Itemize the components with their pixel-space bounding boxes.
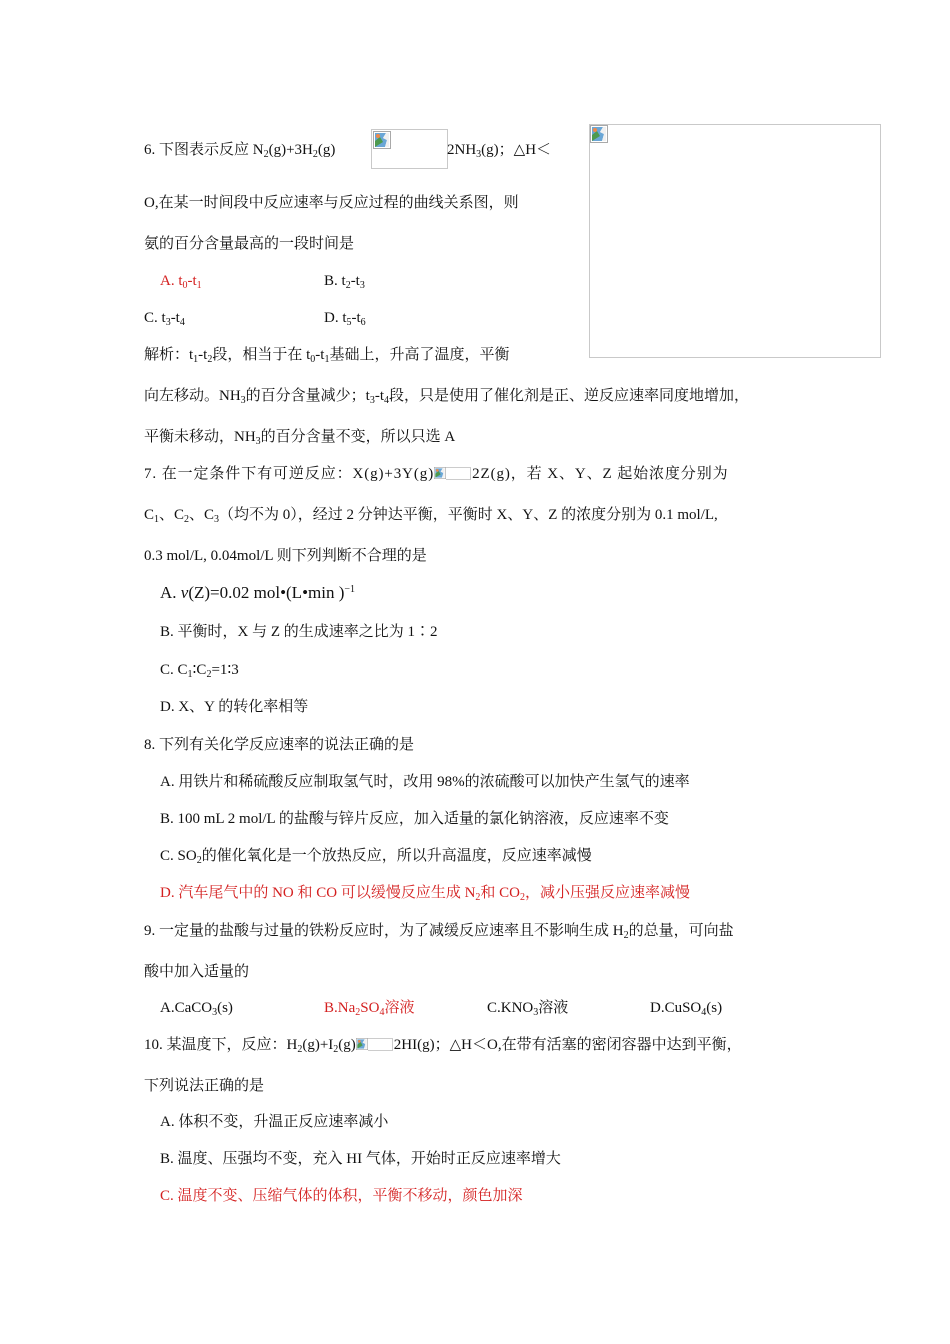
q6-text: 2NH bbox=[447, 142, 477, 158]
q7-text: （均不为 0），经过 2 分钟达平衡，平衡时 X、Y、Z 的浓度分别为 0.1 mol/L, bbox=[219, 507, 718, 523]
subscript: 3 bbox=[165, 317, 171, 328]
q10-text: (g) bbox=[338, 1037, 356, 1053]
option-text: -t bbox=[350, 273, 360, 289]
analysis-text: 解析：t bbox=[144, 347, 194, 363]
subscript: 2 bbox=[623, 930, 629, 941]
q9-text: 的总量，可向盐 bbox=[628, 923, 734, 939]
subscript: 4 bbox=[701, 1007, 707, 1018]
option-text: ，减小压强反应速率减慢 bbox=[525, 885, 691, 901]
option-text: A.CaCO bbox=[160, 1000, 213, 1016]
option-text: D.CuSO bbox=[650, 1000, 702, 1016]
q9-line2: 酸中加入适量的 bbox=[144, 964, 250, 980]
q7-option-b: B. 平衡时，X 与 Z 的生成速率之比为 1∶2 bbox=[160, 624, 438, 640]
subscript: 2 bbox=[207, 354, 213, 365]
subscript: 6 bbox=[360, 317, 366, 328]
q8-stem: 8. 下列有关化学反应速率的说法正确的是 bbox=[144, 737, 415, 753]
q6-analysis-line1 bbox=[144, 345, 509, 365]
analysis-text: 的百分含量不变，所以只选 A bbox=[260, 429, 456, 445]
option-text: C.KNO bbox=[487, 1000, 534, 1016]
subscript: 3 bbox=[214, 514, 220, 525]
option-text: ∶C bbox=[192, 662, 207, 678]
option-text: D. t bbox=[324, 310, 347, 326]
q6-analysis-line3 bbox=[144, 427, 455, 447]
q10-text: 10. 某温度下，反应：H bbox=[144, 1037, 298, 1053]
subscript: 2 bbox=[345, 280, 351, 291]
broken-image-icon bbox=[590, 125, 608, 143]
subscript: 3 bbox=[212, 1007, 218, 1018]
equilibrium-arrow-image bbox=[356, 1037, 394, 1051]
subscript: 3 bbox=[369, 395, 375, 406]
option-text: 溶液 bbox=[384, 1000, 415, 1016]
q6-option-b bbox=[324, 271, 365, 291]
q10-text: 2HI(g)；△H＜O,在带有活塞的密闭容器中达到平衡， bbox=[393, 1037, 742, 1053]
q10-option-b: B. 温度、压强均不变，充入 HI 气体，开始时正反应速率增大 bbox=[160, 1151, 561, 1167]
q7-line1 bbox=[144, 464, 729, 484]
subscript: 3 bbox=[359, 280, 365, 291]
q8-option-a: A. 用铁片和稀硫酸反应制取氢气时，改用 98%的浓硫酸可以加快产生氢气的速率 bbox=[160, 774, 690, 790]
option-text: 溶液 bbox=[538, 1000, 569, 1016]
equilibrium-arrow-image bbox=[434, 466, 472, 480]
option-text: -t bbox=[187, 273, 197, 289]
analysis-text: -t bbox=[374, 388, 385, 404]
subscript: 2 bbox=[312, 149, 318, 160]
analysis-text: 段，只是使用了催化剂是正、逆反应速率同度地增加， bbox=[389, 388, 750, 404]
subscript: 2 bbox=[475, 892, 481, 903]
option-text: (Z)=0.02 mol•(L•min ) bbox=[188, 583, 345, 602]
q8-option-b: B. 100 mL 2 mol/L 的盐酸与锌片反应，加入适量的氯化钠溶液，反应速率不变 bbox=[160, 811, 669, 827]
analysis-text: 段，相当于在 t bbox=[212, 347, 311, 363]
q6-option-a bbox=[160, 271, 202, 291]
subscript: 3 bbox=[533, 1007, 539, 1018]
option-text: (s) bbox=[217, 1000, 233, 1016]
option-text: A. bbox=[160, 583, 181, 602]
option-text: C. t bbox=[144, 310, 166, 326]
q6-line3: 氨的百分含量最高的一段时间是 bbox=[144, 236, 355, 252]
subscript: 2 bbox=[333, 1044, 339, 1055]
q6-line2: O,在某一时间段中反应速率与反应过程的曲线关系图，则 bbox=[144, 195, 519, 211]
q10-line1 bbox=[144, 1035, 742, 1055]
q6-text: (g)+3H bbox=[268, 142, 313, 158]
subscript: 1 bbox=[154, 514, 160, 525]
q7-line2 bbox=[144, 505, 718, 525]
equilibrium-arrow-image bbox=[371, 129, 448, 169]
subscript: 3 bbox=[476, 149, 482, 160]
broken-image-icon bbox=[434, 467, 446, 479]
subscript: 1 bbox=[324, 354, 330, 365]
q10-option-a: A. 体积不变，升温正反应速率减小 bbox=[160, 1114, 389, 1130]
option-text: -t bbox=[170, 310, 180, 326]
arrow-image-frame bbox=[446, 467, 471, 480]
q9-option-d bbox=[650, 998, 722, 1018]
option-text: (s) bbox=[706, 1000, 723, 1016]
q7-option-c bbox=[160, 660, 239, 680]
q7-option-d: D. X、Y 的转化率相等 bbox=[160, 699, 309, 715]
broken-image-icon bbox=[373, 131, 391, 149]
subscript: 4 bbox=[384, 395, 390, 406]
q8-option-c bbox=[160, 846, 592, 866]
option-text: 和 CO bbox=[480, 885, 521, 901]
analysis-text: -t bbox=[315, 347, 325, 363]
q10-option-c: C. 温度不变、压缩气体的体积，平衡不移动，颜色加深 bbox=[160, 1188, 523, 1204]
q6-text: (g)；△H＜ bbox=[481, 142, 552, 158]
subscript: 2 bbox=[263, 149, 269, 160]
q9-option-b bbox=[324, 998, 414, 1018]
q6-analysis-line2 bbox=[144, 386, 749, 406]
q9-option-a bbox=[160, 998, 233, 1018]
subscript: 1 bbox=[196, 280, 202, 291]
q8-option-d bbox=[160, 883, 690, 903]
option-text: D. 汽车尾气中的 NO 和 CO 可以缓慢反应生成 N bbox=[160, 885, 476, 901]
rate-process-graph-image bbox=[589, 124, 881, 358]
subscript: 2 bbox=[206, 669, 212, 680]
subscript: 1 bbox=[193, 354, 199, 365]
option-text: =1∶3 bbox=[211, 662, 239, 678]
analysis-text: 的百分含量减少；t bbox=[245, 388, 370, 404]
subscript: 5 bbox=[346, 317, 352, 328]
option-text: C. C bbox=[160, 662, 188, 678]
subscript: 3 bbox=[255, 436, 261, 447]
option-text: C. SO bbox=[160, 848, 197, 864]
q6-text: 6. 下图表示反应 N bbox=[144, 142, 264, 158]
q9-text: 9. 一定量的盐酸与过量的铁粉反应时，为了减缓反应速率且不影响生成 H bbox=[144, 923, 624, 939]
subscript: 1 bbox=[187, 669, 193, 680]
q9-option-c bbox=[487, 998, 568, 1018]
analysis-text: 平衡未移动，NH bbox=[144, 429, 256, 445]
q6-option-c bbox=[144, 308, 185, 328]
subscript: 3 bbox=[240, 395, 246, 406]
q10-line2: 下列说法正确的是 bbox=[144, 1078, 265, 1094]
q7-text: 、C bbox=[159, 507, 185, 523]
q7-option-a bbox=[160, 583, 355, 603]
option-text: B. t bbox=[324, 273, 346, 289]
q6-line1 bbox=[144, 140, 335, 160]
subscript: 2 bbox=[355, 1007, 361, 1018]
option-text: 的催化氧化是一个放热反应，所以升高温度，反应速率减慢 bbox=[201, 848, 592, 864]
subscript: 2 bbox=[184, 514, 190, 525]
analysis-text: 基础上，升高了温度，平衡 bbox=[329, 347, 510, 363]
option-text: A. t bbox=[160, 273, 183, 289]
q6-line1-right bbox=[447, 140, 551, 160]
broken-image-icon bbox=[356, 1038, 368, 1050]
subscript: 0 bbox=[310, 354, 316, 365]
superscript: −1 bbox=[344, 584, 356, 595]
velocity-symbol: v bbox=[180, 583, 189, 602]
option-text: -t bbox=[351, 310, 361, 326]
option-text: SO bbox=[360, 1000, 380, 1016]
subscript: 0 bbox=[182, 280, 188, 291]
subscript: 4 bbox=[379, 1007, 385, 1018]
subscript: 2 bbox=[520, 892, 526, 903]
option-text: B.Na bbox=[324, 1000, 356, 1016]
q7-text: 、C bbox=[189, 507, 215, 523]
q9-line1 bbox=[144, 921, 734, 941]
subscript: 4 bbox=[179, 317, 185, 328]
q7-text: 7. 在一定条件下有可逆反应：X(g)+3Y(g) bbox=[144, 466, 435, 482]
analysis-text: -t bbox=[198, 347, 208, 363]
q6-text: (g) bbox=[317, 142, 336, 158]
subscript: 2 bbox=[196, 855, 202, 866]
q7-line3: 0.3 mol/L, 0.04mol/L 则下列判断不合理的是 bbox=[144, 548, 427, 564]
q6-option-d bbox=[324, 308, 366, 328]
subscript: 2 bbox=[297, 1044, 303, 1055]
q10-text: (g)+I bbox=[302, 1037, 334, 1053]
q7-text: 2Z(g)，若 X、Y、Z 起始浓度分别为 bbox=[472, 466, 729, 482]
arrow-image-frame bbox=[368, 1038, 393, 1051]
analysis-text: 向左移动。NH bbox=[144, 388, 241, 404]
q7-text: C bbox=[144, 507, 155, 523]
